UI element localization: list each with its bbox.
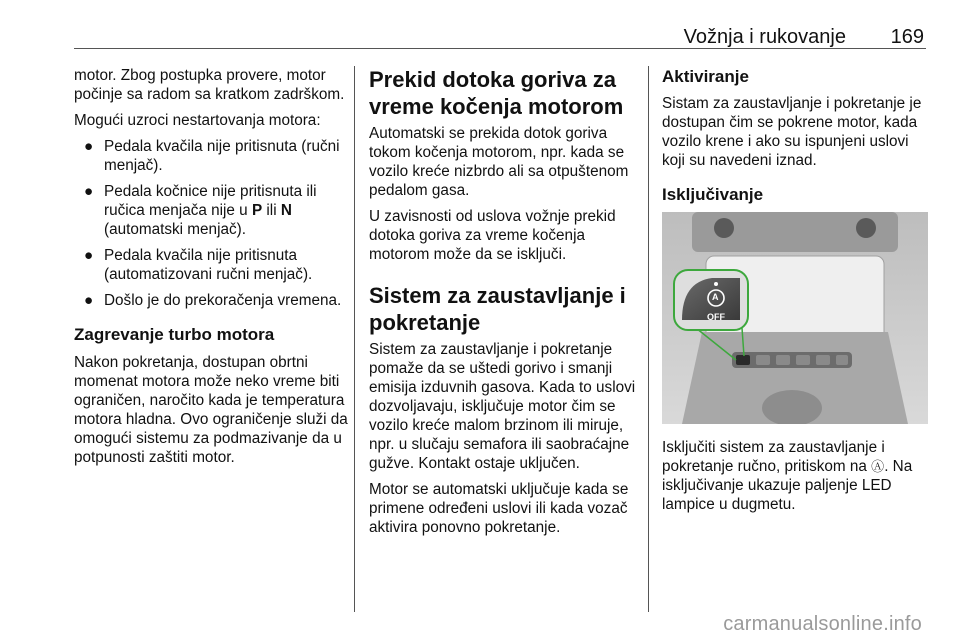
list-item <box>74 291 348 310</box>
list-item-text: ili <box>262 202 281 219</box>
gear-p-label: P <box>251 202 263 219</box>
list-item-text: Pedala kvačila nije pritisnuta (automatizovani ručni menjač). <box>104 247 313 283</box>
paragraph: Sistem za zaustavljanje i pokretanje pomaže da se uštedi gorivo i smanji emisija izduvnih gasova. Kada to uslovi dozvoljavaju, isključuje motor čim se vozilo kreće malom brzinom ili miruje, npr. u slučaju semafora ili saobraćajne gužve. Kontakt ostaje uključen. <box>369 341 636 472</box>
section-heading: Aktiviranje <box>662 67 749 86</box>
list-item <box>74 246 348 284</box>
list-item <box>74 182 348 239</box>
console-illustration-svg <box>662 212 928 424</box>
paragraph: Motor se automatski uključuje kada se primene određeni uslovi ili kada vozač aktivira ponovno pokretanje. <box>369 481 629 536</box>
chapter-title: Vožnja i rukovanje <box>683 26 846 48</box>
column-1 <box>74 66 348 474</box>
paragraph-text: Isključiti sistem za zaustavljanje i pokretanje ručno, pritiskom na <box>662 439 885 475</box>
paragraph: U zavisnosti od uslova vožnje prekid dotoka goriva za vreme kočenja motorom može da se isključi. <box>369 208 616 263</box>
section-title: Prekid dotoka goriva za vreme kočenja motorom <box>369 67 624 119</box>
watermark: carmanualsonline.info <box>723 613 922 635</box>
bullet-glyph: ● <box>84 292 94 309</box>
paragraph-text: . Na isključivanje ukazuje paljenje LED lampice u dugmetu. <box>662 458 913 513</box>
section-heading: Zagrevanje turbo motora <box>74 325 275 344</box>
paragraph: Mogući uzroci nestartovanja motora: <box>74 112 321 129</box>
list-item <box>74 137 348 175</box>
console-illustration <box>662 212 928 424</box>
list-item-text: Pedala kvačila nije pritisnuta (ručni menjač). <box>104 138 340 174</box>
stop-start-button-label: OFF <box>707 312 725 322</box>
stop-start-button-glyph: A <box>712 292 719 302</box>
gear-n-label: N <box>280 202 292 219</box>
paragraph: Nakon pokretanja, dostupan obrtni momenat motora može neko vreme biti ograničen, naročito kada je temperatura motora hladna. Ovo ograničenje služi da omogući sistemu za podmazivanje da u potpunosti zaštiti motor. <box>74 354 348 466</box>
bullet-glyph: ● <box>84 247 94 264</box>
page-number: 169 <box>890 26 924 48</box>
bullet-list <box>74 137 348 310</box>
paragraph <box>662 438 928 514</box>
paragraph: Sistam za zaustavljanje i pokretanje je dostupan čim se pokrene motor, kada vozilo krene i ako su ispunjeni uslovi koji su navedeni iznad. <box>662 95 922 169</box>
column-divider-1 <box>354 66 355 612</box>
bullet-glyph: ● <box>84 183 94 200</box>
page-header <box>74 0 926 48</box>
column-3 <box>662 66 928 521</box>
column-2 <box>369 66 637 544</box>
paragraph: Automatski se prekida dotok goriva tokom kočenja motorom, npr. kada se vozilo kreće nizbrdo ali sa otpuštenom pedalom gasa. <box>369 125 629 199</box>
list-item-text: Došlo je do prekoračenja vremena. <box>104 292 342 309</box>
section-heading: Isključivanje <box>662 185 764 204</box>
stop-start-icon: Ⓐ <box>871 459 885 474</box>
paragraph: motor. Zbog postupka provere, motor počinje sa radom sa kratkom zadrškom. <box>74 67 345 103</box>
list-item-text: (automatski menjač). <box>104 221 246 238</box>
column-divider-2 <box>648 66 649 612</box>
header-rule <box>74 48 926 49</box>
section-title: Sistem za zaustavljanje i pokretanje <box>369 283 626 335</box>
bullet-glyph: ● <box>84 138 94 155</box>
list-item-text: Pedala kočnice nije pritisnuta ili ručica menjača nije u <box>104 183 317 219</box>
